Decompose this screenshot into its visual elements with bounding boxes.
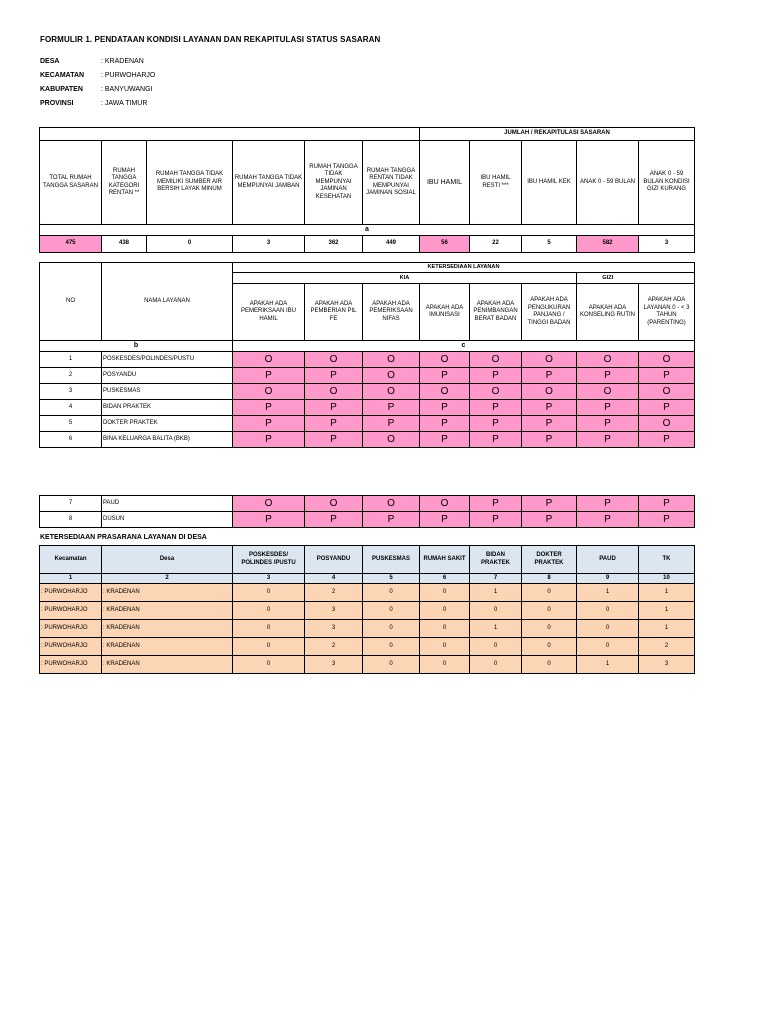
rekap-blank xyxy=(102,128,147,141)
row-no: 4 xyxy=(40,400,102,416)
cell-kecamatan: : PURWOHARJO xyxy=(40,638,102,656)
row-name: BINA KELUARGA BALITA (BKB) xyxy=(102,432,233,448)
cell-value: 3 xyxy=(305,602,363,620)
row-name: BIDAN PRAKTEK xyxy=(102,400,233,416)
row-value: O xyxy=(363,368,420,384)
row-value: P xyxy=(577,512,639,528)
cell-kecamatan: : PURWOHARJO xyxy=(40,656,102,674)
prasarana-header: Kecamatan xyxy=(40,546,102,574)
row-value: P xyxy=(233,368,305,384)
prasarana-header: POSYANDU xyxy=(305,546,363,574)
rekap-marker: a xyxy=(40,225,695,236)
cell-value: 0 xyxy=(522,602,577,620)
table-row xyxy=(40,416,695,432)
cell-value: 3 xyxy=(305,620,363,638)
row-value: O xyxy=(363,352,420,368)
info-value: : JAWA TIMUR xyxy=(101,100,148,107)
cell-value: 0 xyxy=(577,620,639,638)
nama-header: NAMA LAYANAN xyxy=(102,263,233,341)
row-value: P xyxy=(470,432,522,448)
cell-value: 0 xyxy=(470,602,522,620)
rekap-blank xyxy=(305,128,363,141)
rekap-value: 0 xyxy=(147,236,233,253)
table-row xyxy=(40,496,695,512)
row-no: 3 xyxy=(40,384,102,400)
row-value: P xyxy=(522,512,577,528)
row-value: P xyxy=(233,512,305,528)
cell-kecamatan: : PURWOHARJO xyxy=(40,602,102,620)
cell-value: 0 xyxy=(363,656,420,674)
row-value: P xyxy=(420,416,470,432)
cell-value: 3 xyxy=(305,656,363,674)
row-value: O xyxy=(420,384,470,400)
rekap-value: 5 xyxy=(522,236,577,253)
prasarana-header: DOKTER PRAKTEK xyxy=(522,546,577,574)
table-row xyxy=(40,602,695,620)
rekap-header: ANAK 0 - 59 BULAN xyxy=(577,141,639,225)
rekap-value: 362 xyxy=(305,236,363,253)
gizi-header: GIZI xyxy=(577,273,639,284)
row-value: P xyxy=(577,368,639,384)
row-value: O xyxy=(363,432,420,448)
row-value: P xyxy=(305,512,363,528)
row-value: P xyxy=(420,512,470,528)
row-value: P xyxy=(363,512,420,528)
cell-value: 0 xyxy=(470,638,522,656)
col-number: 7 xyxy=(470,574,522,584)
col-number: 10 xyxy=(639,574,695,584)
row-value: P xyxy=(577,496,639,512)
ketersediaan-header: KETERSEDIAAN LAYANAN xyxy=(233,263,695,273)
cell-value: 0 xyxy=(363,602,420,620)
table-row xyxy=(40,638,695,656)
layanan-table xyxy=(39,262,695,448)
row-value: P xyxy=(305,416,363,432)
rekap-value: 22 xyxy=(470,236,522,253)
row-name: DOKTER PRAKTEK xyxy=(102,416,233,432)
layanan-header: APAKAH ADA PENGUKURAN PANJANG / TINGGI BADAN xyxy=(522,284,577,341)
row-value: P xyxy=(577,400,639,416)
row-value: P xyxy=(522,496,577,512)
row-value: O xyxy=(577,352,639,368)
prasarana-table xyxy=(39,545,695,674)
col-number: 1 xyxy=(40,574,102,584)
prasarana-header: PUSKESMAS xyxy=(363,546,420,574)
row-value: O xyxy=(233,352,305,368)
row-name: DUSUN xyxy=(102,512,233,528)
table-row xyxy=(40,656,695,674)
table-row xyxy=(40,384,695,400)
col-number: 8 xyxy=(522,574,577,584)
location-info xyxy=(40,58,155,114)
row-no: 5 xyxy=(40,416,102,432)
info-value: : KRADENAN xyxy=(101,58,144,65)
row-no: 6 xyxy=(40,432,102,448)
cell-desa: : KRADENAN xyxy=(102,620,233,638)
layanan-header: APAKAH ADA IMUNISASI xyxy=(420,284,470,341)
cell-value: 0 xyxy=(522,638,577,656)
row-name: PAUD xyxy=(102,496,233,512)
marker-c: c xyxy=(233,341,695,352)
info-row-kabupaten xyxy=(40,86,155,100)
row-value: P xyxy=(233,432,305,448)
row-value: P xyxy=(420,400,470,416)
row-value: O xyxy=(305,352,363,368)
info-value: : PURWOHARJO xyxy=(101,72,156,79)
row-value: O xyxy=(470,352,522,368)
row-value: P xyxy=(639,496,695,512)
row-value: P xyxy=(305,368,363,384)
row-value: P xyxy=(577,416,639,432)
layanan-header: APAKAH ADA PEMERIKSAAN IBU HAMIL xyxy=(233,284,305,341)
cell-kecamatan: : PURWOHARJO xyxy=(40,620,102,638)
rekap-header: RUMAH TANGGA TIDAK MEMPUNYAI JAMBAN xyxy=(233,141,305,225)
rekap-header: TOTAL RUMAH TANGGA SASARAN xyxy=(40,141,102,225)
cell-value: 0 xyxy=(233,656,305,674)
cell-value: 2 xyxy=(305,584,363,602)
row-value: O xyxy=(470,384,522,400)
cell-value: 0 xyxy=(577,602,639,620)
cell-value: 0 xyxy=(363,620,420,638)
cell-value: 0 xyxy=(420,584,470,602)
row-value: O xyxy=(522,352,577,368)
cell-value: 0 xyxy=(233,620,305,638)
cell-value: 2 xyxy=(639,638,695,656)
rekap-header: RUMAH TANGGA TIDAK MEMPUNYAI JAMINAN KESEHATAN xyxy=(305,141,363,225)
row-value: O xyxy=(639,416,695,432)
row-value: O xyxy=(420,496,470,512)
cell-value: 0 xyxy=(233,638,305,656)
row-value: P xyxy=(470,368,522,384)
row-value: O xyxy=(305,384,363,400)
table-row xyxy=(40,432,695,448)
row-value: P xyxy=(233,400,305,416)
rekap-header: IBU HAMIL xyxy=(420,141,470,225)
row-value: O xyxy=(233,496,305,512)
cell-value: 1 xyxy=(470,620,522,638)
row-value: O xyxy=(305,496,363,512)
layanan-table-cont xyxy=(39,495,695,528)
row-value: P xyxy=(305,400,363,416)
info-key: PROVINSI xyxy=(40,100,74,107)
table-row xyxy=(40,620,695,638)
row-value: P xyxy=(470,496,522,512)
no-header: NO xyxy=(40,263,102,341)
rekap-blank xyxy=(40,128,102,141)
cell-value: 3 xyxy=(639,656,695,674)
row-value: P xyxy=(639,512,695,528)
row-value: O xyxy=(363,496,420,512)
row-no: 1 xyxy=(40,352,102,368)
rekap-header: RUMAH TANGGA TIDAK MEMILIKI SUMBER AIR BERSIH LAYAK MINUM xyxy=(147,141,233,225)
row-value: O xyxy=(420,352,470,368)
layanan-header: APAKAH ADA LAYANAN 0 - < 3 TAHUN (PARENTING) xyxy=(639,284,695,341)
cell-value: 0 xyxy=(233,584,305,602)
info-value: : BANYUWANGI xyxy=(101,86,153,93)
row-value: P xyxy=(363,416,420,432)
cell-desa: : KRADENAN xyxy=(102,584,233,602)
cell-value: 0 xyxy=(522,584,577,602)
layanan-header: APAKAH ADA PEMERIKSAAN NIFAS xyxy=(363,284,420,341)
gizi-blank xyxy=(639,273,695,284)
table-row xyxy=(40,512,695,528)
layanan-header: APAKAH ADA PEMBERIAN PIL FE xyxy=(305,284,363,341)
row-value: O xyxy=(522,384,577,400)
rekap-value: 3 xyxy=(639,236,695,253)
rekap-table xyxy=(39,127,695,253)
cell-value: 1 xyxy=(577,656,639,674)
rekap-value: 3 xyxy=(233,236,305,253)
info-row-desa xyxy=(40,58,155,72)
layanan-header: APAKAH ADA KONSELING RUTIN xyxy=(577,284,639,341)
row-value: O xyxy=(577,384,639,400)
rekap-value: 582 xyxy=(577,236,639,253)
rekap-group-header: JUMLAH / REKAPITULASI SASARAN xyxy=(420,128,695,141)
col-number: 9 xyxy=(577,574,639,584)
row-value: P xyxy=(420,432,470,448)
row-value: P xyxy=(420,368,470,384)
row-value: P xyxy=(233,416,305,432)
prasarana-header: RUMAH SAKIT xyxy=(420,546,470,574)
info-key: KECAMATAN xyxy=(40,72,85,79)
prasarana-header: PAUD xyxy=(577,546,639,574)
cell-value: 0 xyxy=(420,602,470,620)
cell-value: 1 xyxy=(639,602,695,620)
cell-value: 0 xyxy=(470,656,522,674)
row-value: P xyxy=(522,432,577,448)
form-title: FORMULIR 1. PENDATAAN KONDISI LAYANAN DAN REKAPITULASI STATUS SASARAN xyxy=(40,35,381,44)
rekap-value: 475 xyxy=(40,236,102,253)
col-number: 4 xyxy=(305,574,363,584)
rekap-header: ANAK 0 - 59 BULAN KONDISI GIZI KURANG xyxy=(639,141,695,225)
col-number: 2 xyxy=(102,574,233,584)
row-value: P xyxy=(639,432,695,448)
prasarana-header: POSKESDES/ POLINDES /PUSTU xyxy=(233,546,305,574)
layanan-header: APAKAH ADA PENIMBANGAN BERAT BADAN xyxy=(470,284,522,341)
prasarana-header: TK xyxy=(639,546,695,574)
cell-kecamatan: : PURWOHARJO xyxy=(40,584,102,602)
row-value: P xyxy=(305,432,363,448)
table-row xyxy=(40,400,695,416)
row-no: 2 xyxy=(40,368,102,384)
row-value: P xyxy=(522,400,577,416)
cell-value: 1 xyxy=(470,584,522,602)
table-row xyxy=(40,584,695,602)
info-key: KABUPATEN xyxy=(40,86,83,93)
cell-desa: : KRADENAN xyxy=(102,656,233,674)
rekap-value: 56 xyxy=(420,236,470,253)
row-value: P xyxy=(363,400,420,416)
info-row-provinsi xyxy=(40,100,155,114)
cell-desa: : KRADENAN xyxy=(102,602,233,620)
kia-header: KIA xyxy=(233,273,577,284)
rekap-header: IBU HAMIL KEK xyxy=(522,141,577,225)
row-value: P xyxy=(522,416,577,432)
cell-value: 1 xyxy=(639,584,695,602)
prasarana-header: BIDAN PRAKTEK xyxy=(470,546,522,574)
col-number: 6 xyxy=(420,574,470,584)
row-value: P xyxy=(470,416,522,432)
cell-value: 1 xyxy=(639,620,695,638)
row-value: P xyxy=(470,512,522,528)
row-no: 8 xyxy=(40,512,102,528)
rekap-value: 449 xyxy=(363,236,420,253)
row-value: O xyxy=(363,384,420,400)
row-value: P xyxy=(522,368,577,384)
rekap-value: 438 xyxy=(102,236,147,253)
table-row xyxy=(40,352,695,368)
cell-value: 0 xyxy=(522,620,577,638)
cell-value: 0 xyxy=(522,656,577,674)
table-row xyxy=(40,368,695,384)
prasarana-title: KETERSEDIAAN PRASARANA LAYANAN DI DESA xyxy=(40,534,207,541)
row-value: O xyxy=(233,384,305,400)
cell-value: 0 xyxy=(420,656,470,674)
row-value: P xyxy=(470,400,522,416)
row-value: P xyxy=(639,400,695,416)
cell-value: 0 xyxy=(420,620,470,638)
info-row-kecamatan xyxy=(40,72,155,86)
rekap-blank xyxy=(147,128,233,141)
row-value: O xyxy=(639,384,695,400)
row-name: PUSKESMAS xyxy=(102,384,233,400)
cell-value: 0 xyxy=(577,638,639,656)
row-name: POSYANDU xyxy=(102,368,233,384)
col-number: 3 xyxy=(233,574,305,584)
rekap-header: RUMAH TANGGA KATEGORI RENTAN ** xyxy=(102,141,147,225)
row-value: P xyxy=(577,432,639,448)
row-no: 7 xyxy=(40,496,102,512)
rekap-header: RUMAH TANGGA RENTAN TIDAK MEMPUNYAI JAMINAN SOSIAL xyxy=(363,141,420,225)
cell-value: 0 xyxy=(363,584,420,602)
row-value: P xyxy=(639,368,695,384)
prasarana-header: Desa xyxy=(102,546,233,574)
cell-value: 0 xyxy=(420,638,470,656)
cell-value: 0 xyxy=(233,602,305,620)
cell-value: 0 xyxy=(363,638,420,656)
marker-b: b xyxy=(40,341,233,352)
cell-desa: : KRADENAN xyxy=(102,638,233,656)
col-number: 5 xyxy=(363,574,420,584)
row-name: POSKESDES/POLINDES/PUSTU xyxy=(102,352,233,368)
cell-value: 1 xyxy=(577,584,639,602)
info-key: DESA xyxy=(40,58,60,65)
rekap-blank xyxy=(363,128,420,141)
rekap-header: IBU HAMIL RESTI *** xyxy=(470,141,522,225)
row-value: O xyxy=(639,352,695,368)
cell-value: 2 xyxy=(305,638,363,656)
rekap-blank xyxy=(233,128,305,141)
